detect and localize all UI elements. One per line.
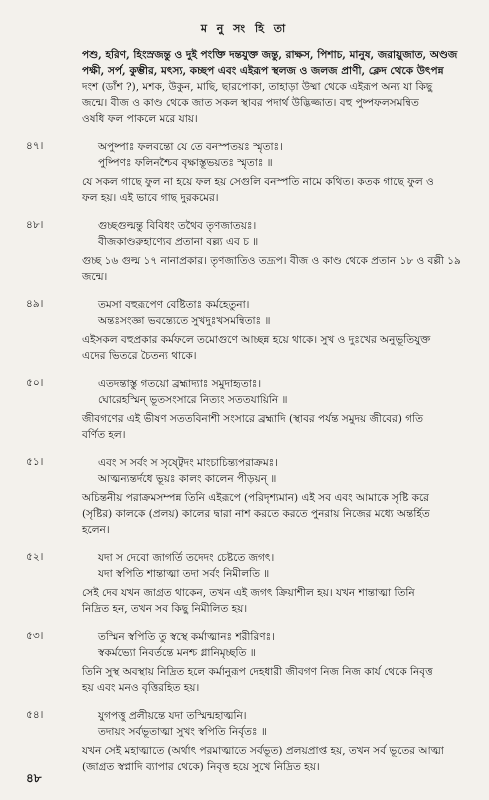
sanskrit-line: এবং স সর্বং স সৃষ্ট্বেদং মাংচাচিন্ত্যপরাক্রমঃ। <box>98 457 279 469</box>
translation-line: গুচ্ছ ১৬ গুল্ম ১৭ নানাপ্রকার। তৃণজাতিও তদ্রূপ। বীজ ও কাণ্ড থেকে প্রতান ১৮ ও বল্লী ১৯ <box>82 255 461 267</box>
translation-line: বর্ণিত হল। <box>82 429 126 441</box>
intro-line: পশু, হরিণ, হিংস্রজন্তু ও দুই পংক্তি দন্তযুক্ত জন্তু, রাক্ষস, পিশাচ, মানুষ, জরায়ুজাত, অণ্ডজ <box>82 49 458 61</box>
verse-number: ৪৮। <box>26 219 44 231</box>
verse-number: ৫০। <box>26 377 44 389</box>
verse-51 <box>26 455 463 538</box>
sanskrit-line: গুচ্ছগুল্মন্তু বিবিধং তথৈব তৃণজাতয়ঃ। <box>98 220 257 232</box>
sanskrit-verse <box>82 455 463 487</box>
translation-line: (জাগ্রত স্বপ্নাদি ব্যাপার থেকে) নিবৃত্ত হয়ে সুখে নিদ্রিত হয়। <box>82 761 320 773</box>
translation <box>82 332 463 364</box>
verse-number: ৫৩। <box>26 630 44 642</box>
translation <box>82 411 463 443</box>
sanskrit-line: যদা স্বপিতি শান্তাত্মা তদা সর্বং নিমীলতি ॥ <box>98 568 270 580</box>
sanskrit-verse <box>82 139 463 171</box>
translation-line: হয় এবং মনও বৃত্তিরহিত হয়। <box>82 682 200 694</box>
intro-line: দংশ (ডাঁশ ?), মশক, উকুন, মাছি, ছারপোকা, তাহাড়া উষ্মা থেকে এইরূপ অন্য যা কিছু <box>82 81 433 93</box>
translation-line: সেই দেব যখন জাগ্রত থাকেন, তখন এই জগৎ ক্রিয়াশীল হয়। যখন শান্তাত্মা তিনি <box>82 587 415 599</box>
translation-line: এইসকল বহুপ্রকার কর্মফলে তমোগুণে আচ্ছন্ন হয়ে থাকে। সুখ ও দুঃখের অনুভূতিযুক্ত <box>82 334 431 346</box>
translation <box>82 664 463 696</box>
verse-50 <box>26 376 463 443</box>
sanskrit-line: ঘোরেহস্মিন্ ভূতসংসারে নিত্যং সততযায়িনি ॥ <box>98 394 288 406</box>
sanskrit-verse <box>82 629 463 661</box>
page-number: ৪৮ <box>26 771 42 785</box>
translation-line: যে সকল গাছে ফুল না হয়ে ফল হয় সেগুলি বনস্পতি নামে কথিত। কতক গাছে ফুল ও <box>82 176 434 188</box>
verse-52 <box>26 550 463 617</box>
verse-number: ৫১। <box>26 456 44 468</box>
verse-53 <box>26 629 463 696</box>
translation <box>82 585 463 617</box>
verse-48 <box>26 218 463 285</box>
translation-line: হলেন। <box>82 524 110 536</box>
verse-47 <box>26 139 463 206</box>
sanskrit-line: আত্মন্যন্তর্দধে ভূয়ঃ কালং কালেন পীড়য়ন্ ॥ <box>98 473 277 485</box>
verse-49 <box>26 297 463 364</box>
sanskrit-line: যদা স দেবো জাগর্তি তদেদং চেষ্টতে জগৎ। <box>98 552 275 564</box>
sanskrit-line: পুষ্পিণঃ ফলিনশ্চৈব বৃক্ষাস্তূভয়তঃ স্মৃতাঃ ॥ <box>98 157 273 169</box>
sanskrit-line: বীজকাণ্ডরুহাণ্যেব প্রতানা বল্ল্য এব চ ॥ <box>98 236 259 248</box>
translation-line: ফল হয়। এই ভাবে গাছ দুরকমের। <box>82 192 219 204</box>
sanskrit-verse <box>82 376 463 408</box>
translation-line: নিদ্রিত হন, তখন সব কিছু নিমীলিত হয়। <box>82 603 248 615</box>
translation <box>82 174 463 206</box>
sanskrit-verse <box>82 297 463 329</box>
sanskrit-verse <box>82 218 463 250</box>
verse-number: ৪৭। <box>26 140 44 152</box>
sanskrit-verse <box>82 708 463 740</box>
sanskrit-line: এতদন্তাস্তু গতয়ো ব্রহ্মাদ্যাঃ সমুদাহৃতাঃ। <box>98 378 262 390</box>
sanskrit-line: অন্তঃসংজ্ঞা ভবন্ত্যেতে সুখদুঃখসমন্বিতাঃ ॥ <box>98 315 271 327</box>
translation-line: জীবগণের এই ভীষণ সততবিনাশী সংসারে ব্রহ্মাদি (স্থাবর পর্যন্ত সমুদয় জীবের) গতি <box>82 413 424 425</box>
sanskrit-line: স্বকর্মভ্যো নিবর্তন্তে মনশ্চ গ্লানিমৃচ্ছতি ॥ <box>98 647 256 659</box>
verse-54 <box>26 708 463 775</box>
sanskrit-line: তস্মিন স্বপিতি তু স্বস্থে কর্মাত্মানঃ শরীরিণঃ। <box>98 631 275 643</box>
intro-paragraph <box>82 47 463 127</box>
sanskrit-line: যুগপত্তু প্রলীয়ন্তে যদা তস্মিন্মহাত্মনি। <box>98 710 247 722</box>
translation-line: যখন সেই মহাত্মাতে (অর্থাৎ পরমাত্মাতে সর্বভূত) প্রলয়প্রাপ্ত হয়, তখন সর্ব ভূতের আত্মা <box>82 745 444 757</box>
translation <box>82 743 463 775</box>
translation-line: তিনি সুস্থ অবস্থায় নিদ্রিত হলে কর্মানুরূপ দেহধারী জীবগণ নিজ নিজ কার্য থেকে নিবৃত্ত <box>82 666 433 678</box>
verse-number: ৫২। <box>26 551 44 563</box>
translation-line: জন্মে। <box>82 271 108 283</box>
translation-line: এদের ভিতরে চৈতন্য থাকে। <box>82 350 197 362</box>
translation-line: (সৃষ্টির) কালকে (প্রলয়) কালের দ্বারা নাশ করতে করতে পুনরায় নিজের মধ্যে অন্তর্হিত <box>82 508 430 520</box>
running-header: ম নু সং হি তা <box>200 22 289 35</box>
intro-line: ওষধি ফল পাকলে মরে যায়। <box>82 113 198 125</box>
sanskrit-line: অপুষ্পাঃ ফলবন্তো যে তে বনস্পতয়ঃ স্মৃতাঃ। <box>98 141 283 153</box>
verse-number: ৪৯। <box>26 298 44 310</box>
verse-number: ৫৪। <box>26 709 44 721</box>
translation <box>82 490 463 538</box>
sanskrit-line: তদায়ং সর্বভূতাত্মা সুখং স্বপিতি নির্বৃতঃ ॥ <box>98 726 267 738</box>
translation <box>82 253 463 285</box>
translation-line: অচিন্তনীয় পরাক্রমসম্পন্ন তিনি এইরূপে (পরিদৃশ্যমান) এই সব এবং আমাকে সৃষ্টি করে <box>82 492 429 504</box>
sanskrit-verse <box>82 550 463 582</box>
intro-line: পক্ষী, সর্প, কুম্ভীর, মৎস্য, কচ্ছপ এবং এইরূপ স্থলজ ও জলজ প্রাণী, ক্লেদ থেকে উৎপন্ন <box>82 65 444 77</box>
sanskrit-line: তমসা বহুরূপেণ বেষ্টিতাঃ কর্মহেতুনা। <box>98 299 250 311</box>
intro-line: জন্মে। বীজ ও কাণ্ড থেকে জাত সকল স্থাবর পদার্থ উদ্ভিজ্জাত। বহু পুষ্পফলসমন্বিত <box>82 97 419 109</box>
